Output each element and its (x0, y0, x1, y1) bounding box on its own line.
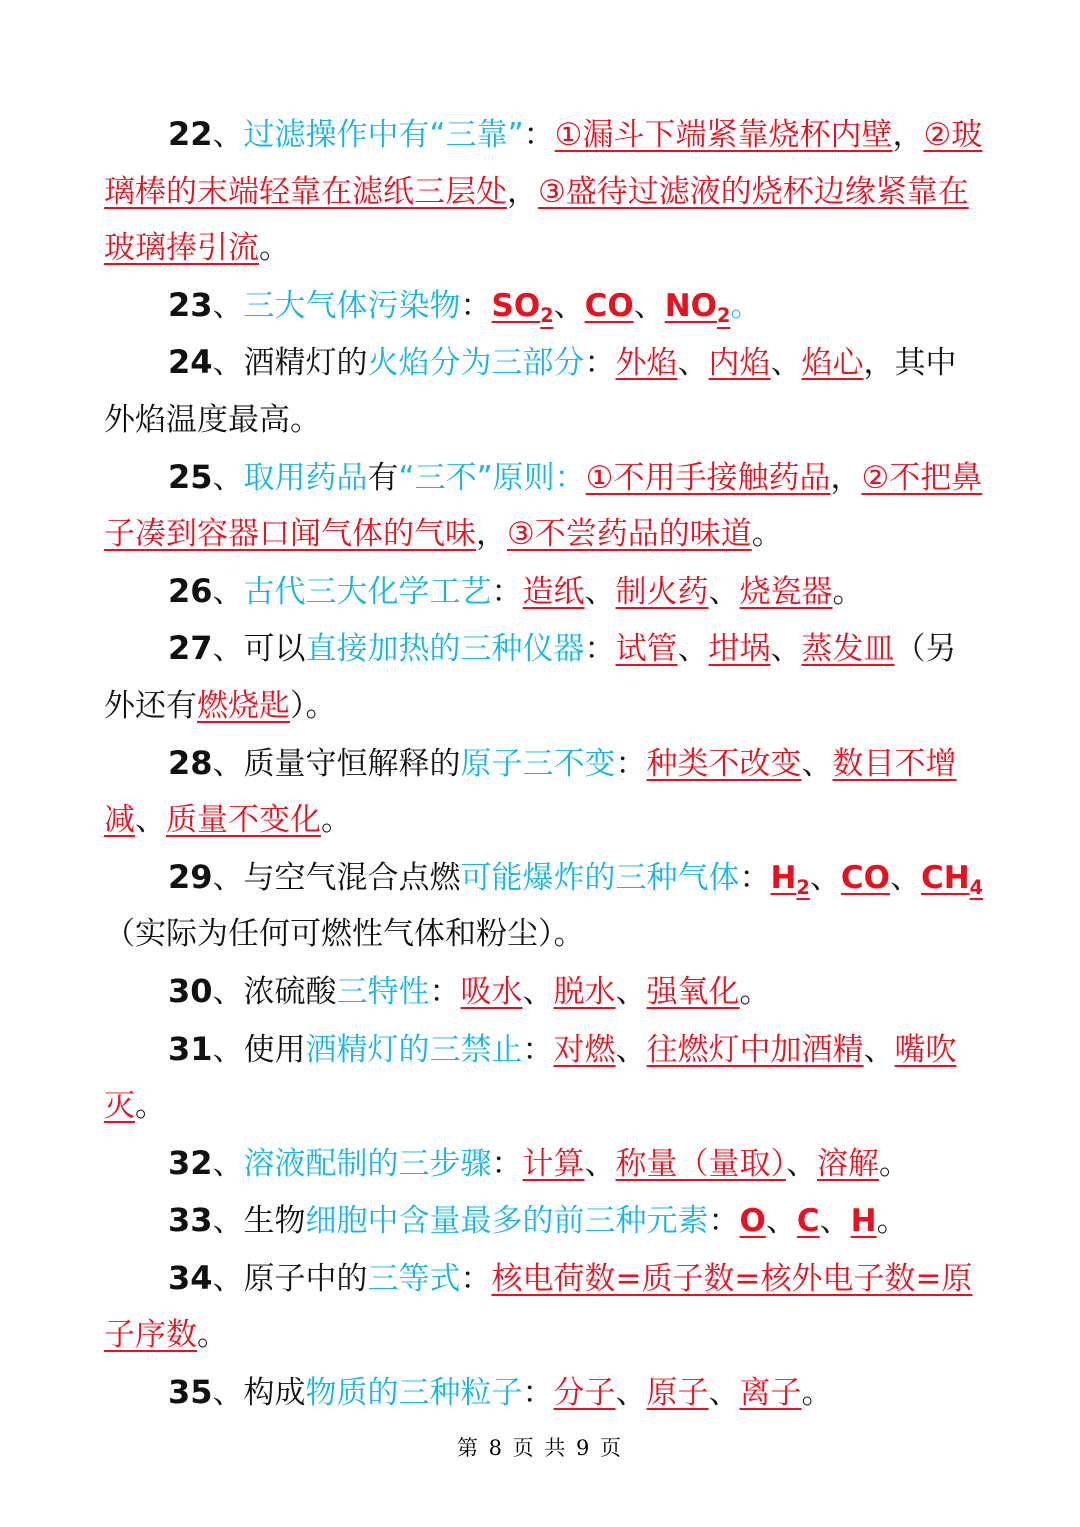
answer-text: 数目不增减 (104, 745, 957, 839)
formula-text: CH (920, 859, 970, 896)
knowledge-list (104, 106, 984, 1422)
plain-text: ， (476, 516, 507, 553)
plain-text: ， (507, 173, 538, 210)
plain-text: 、 (677, 345, 709, 382)
formula-text: C (796, 1203, 820, 1240)
list-item-25 (104, 449, 984, 563)
answer-text: 外焰 (615, 345, 678, 382)
answer-text: 试管 (615, 631, 678, 668)
plain-text: （另外还有 (104, 631, 957, 724)
answer-text: 称量（量取） (615, 1145, 787, 1182)
answer-text: ①漏斗下端紧靠烧杯内壁 (554, 117, 893, 153)
plain-text: 。 (135, 1088, 166, 1125)
topic-keyword: 三大气体污染物 (243, 287, 461, 324)
item-number: 24 (168, 343, 213, 382)
plain-text: 、 (212, 573, 244, 610)
item-number: 23 (168, 285, 213, 324)
plain-text: 有 (367, 459, 399, 496)
plain-text: ： (523, 117, 555, 153)
answer-text: 制火药 (615, 573, 709, 610)
topic-keyword: 古代三大化学工艺 (243, 573, 492, 610)
answer-text: 种类不改变 (646, 745, 802, 782)
answer-text: 蒸发皿 (801, 631, 895, 668)
plain-text: 、 (553, 287, 585, 324)
answer-text: 分子 (553, 1375, 616, 1412)
list-item-23 (104, 277, 984, 335)
plain-text: ： (584, 345, 616, 382)
plain-text: 。 (879, 1145, 911, 1182)
topic-keyword: 过滤操作中有“三靠” (243, 117, 524, 153)
plain-text: 。 (197, 1317, 228, 1354)
plain-text: ： (460, 287, 492, 324)
plain-text: 、 (633, 287, 665, 324)
list-item-34 (104, 1250, 984, 1364)
answer-text: 内焰 (708, 345, 771, 382)
topic-keyword: 原子三不变 (460, 745, 616, 782)
item-number: 34 (168, 1258, 213, 1297)
plain-text: ， (892, 117, 924, 153)
plain-text: ： (491, 573, 523, 610)
item-number: 28 (168, 743, 213, 782)
topic-keyword: 细胞中含量最多的前三种元素 (305, 1203, 709, 1240)
item-number: 33 (168, 1201, 213, 1240)
plain-text: 、 (770, 345, 802, 382)
answer-text: 坩埚 (708, 631, 771, 668)
plain-text: 、酒精灯的 (212, 345, 368, 382)
plain-text: 、 (615, 1375, 647, 1412)
answer-text: 对燃 (553, 1031, 616, 1068)
formula-text: H (850, 1203, 877, 1240)
answer-text: 核电荷数=质子数=核外电子数=原子序数 (104, 1260, 973, 1354)
answer-text: 烧瓷器 (739, 573, 833, 610)
plain-text: 、 (615, 973, 647, 1010)
answer-text: 嘴吹灭 (104, 1031, 957, 1125)
answer-text: 原子 (646, 1375, 709, 1412)
plain-text: ： (522, 1375, 554, 1412)
topic-keyword: 物质的三种粒子 (305, 1375, 523, 1412)
plain-text: 、 (584, 1145, 616, 1182)
plain-text: 。 (751, 516, 783, 553)
plain-text: 、 (786, 1145, 818, 1182)
formula-text: O (739, 1203, 766, 1240)
topic-keyword: 三等式 (367, 1260, 461, 1297)
formula-subscript: 2 (796, 875, 810, 899)
plain-text: 、与空气混合点燃 (212, 859, 461, 896)
plain-text: 、 (770, 631, 802, 668)
plain-text: 、 (677, 631, 709, 668)
plain-text: 、使用 (212, 1031, 306, 1068)
formula-text: CO (840, 859, 890, 896)
formula-text: SO (491, 287, 541, 324)
item-number: 29 (168, 857, 213, 896)
plain-text: ： (429, 973, 461, 1010)
answer-text: 强氧化 (646, 973, 740, 1010)
topic-keyword: 直接加热的三种仪器 (305, 631, 585, 668)
plain-text: ，其中外焰温度最高。 (104, 345, 957, 438)
plain-text: 、 (708, 573, 740, 610)
answer-text: 溶解 (817, 1145, 880, 1182)
plain-text: 、 (212, 1145, 244, 1182)
list-item-29 (104, 849, 984, 963)
plain-text: 、 (819, 1203, 851, 1240)
topic-keyword: 三特性 (336, 973, 430, 1010)
answer-text: 吸水 (460, 973, 523, 1010)
plain-text: 、可以 (212, 631, 306, 668)
plain-text: ）。 (290, 687, 337, 724)
formula-text: H (770, 859, 797, 896)
plain-text: 。 (876, 1203, 908, 1240)
list-item-22 (104, 106, 984, 277)
answer-text: ②不把鼻子凑到容器口闻气体的气味 (104, 459, 983, 553)
plain-text: 、 (135, 802, 166, 839)
plain-text: ： (584, 631, 616, 668)
list-item-31 (104, 1021, 984, 1135)
answer-text: 造纸 (522, 573, 585, 610)
plain-text: 。 (321, 802, 352, 839)
answer-text: 往燃灯中加酒精 (646, 1031, 864, 1068)
plain-text: （实际为任何可燃性气体和粉尘）。 (104, 916, 585, 953)
plain-text: 。 (832, 573, 864, 610)
plain-text: 、 (889, 859, 921, 896)
list-item-26 (104, 563, 984, 621)
topic-keyword: 取用药品 (243, 459, 368, 496)
plain-text: ： (615, 745, 647, 782)
plain-text: 、 (615, 1031, 647, 1068)
page-footer: 第 8 页 共 9 页 (456, 1436, 624, 1460)
formula-subscript: 2 (717, 303, 731, 327)
formula-text: CO (584, 287, 634, 324)
list-item-33 (104, 1192, 984, 1250)
formula-text: NO (664, 287, 718, 324)
topic-keyword: 可能爆炸的三种气体 (460, 859, 740, 896)
answer-text: ③不尝药品的味道 (507, 516, 752, 553)
formula-subscript: 4 (969, 875, 984, 899)
formula-subscript: 2 (540, 303, 554, 327)
topic-keyword: 原则： (492, 459, 586, 496)
plain-text: 、构成 (212, 1375, 306, 1412)
plain-text: 、 (708, 1375, 740, 1412)
item-number: 26 (168, 571, 213, 610)
plain-text: ： (708, 1203, 740, 1240)
plain-text: 、浓硫酸 (212, 973, 337, 1010)
list-item-27 (104, 620, 984, 734)
list-item-30 (104, 963, 984, 1021)
topic-keyword: 。 (730, 287, 762, 324)
item-number: 22 (168, 115, 213, 153)
answer-text: ②玻璃棒的末端轻靠在滤纸三层处 (104, 117, 983, 210)
plain-text: 、 (584, 573, 616, 610)
plain-text: ： (460, 1260, 492, 1297)
plain-text: 、 (212, 117, 244, 153)
answer-text: ③盛待过滤液的烧杯边缘紧靠在玻璃捧引流 (104, 173, 969, 267)
plain-text: ： (491, 1145, 523, 1182)
plain-text: 、 (801, 745, 833, 782)
answer-text: 脱水 (553, 973, 616, 1010)
plain-text: ： (739, 859, 771, 896)
plain-text: 。 (259, 230, 290, 267)
plain-text: 、质量守恒解释的 (212, 745, 461, 782)
item-number: 30 (168, 971, 213, 1010)
plain-text: 、 (765, 1203, 797, 1240)
list-item-24 (104, 334, 984, 448)
topic-keyword: 溶液配制的三步骤 (243, 1145, 492, 1182)
answer-text: ①不用手接触药品 (585, 459, 831, 496)
plain-text: 、 (522, 973, 554, 1010)
answer-text: 质量不变化 (166, 802, 321, 839)
answer-text: 燃烧匙 (197, 687, 290, 724)
plain-text: 、生物 (212, 1203, 306, 1240)
list-item-32 (104, 1135, 984, 1193)
topic-keyword: 酒精灯的三禁止 (305, 1031, 523, 1068)
answer-text: 焰心 (801, 345, 864, 382)
plain-text: ： (522, 1031, 554, 1068)
plain-text: ， (830, 459, 862, 496)
list-item-35 (104, 1364, 984, 1422)
plain-text: 、 (212, 287, 244, 324)
answer-text: 离子 (739, 1375, 802, 1412)
plain-text: 、原子中的 (212, 1260, 368, 1297)
plain-text: 、 (863, 1031, 895, 1068)
list-item-28 (104, 735, 984, 849)
item-number: 32 (168, 1143, 213, 1182)
answer-text: 计算 (522, 1145, 585, 1182)
plain-text: 。 (739, 973, 771, 1010)
item-number: 27 (168, 629, 213, 668)
item-number: 25 (168, 457, 213, 496)
plain-text: 、 (212, 459, 244, 496)
topic-keyword: “三不” (398, 459, 493, 496)
topic-keyword: 火焰分为三部分 (367, 345, 585, 382)
plain-text: 。 (801, 1375, 833, 1412)
item-number: 31 (168, 1029, 213, 1068)
plain-text: 、 (809, 859, 841, 896)
item-number: 35 (168, 1373, 213, 1412)
